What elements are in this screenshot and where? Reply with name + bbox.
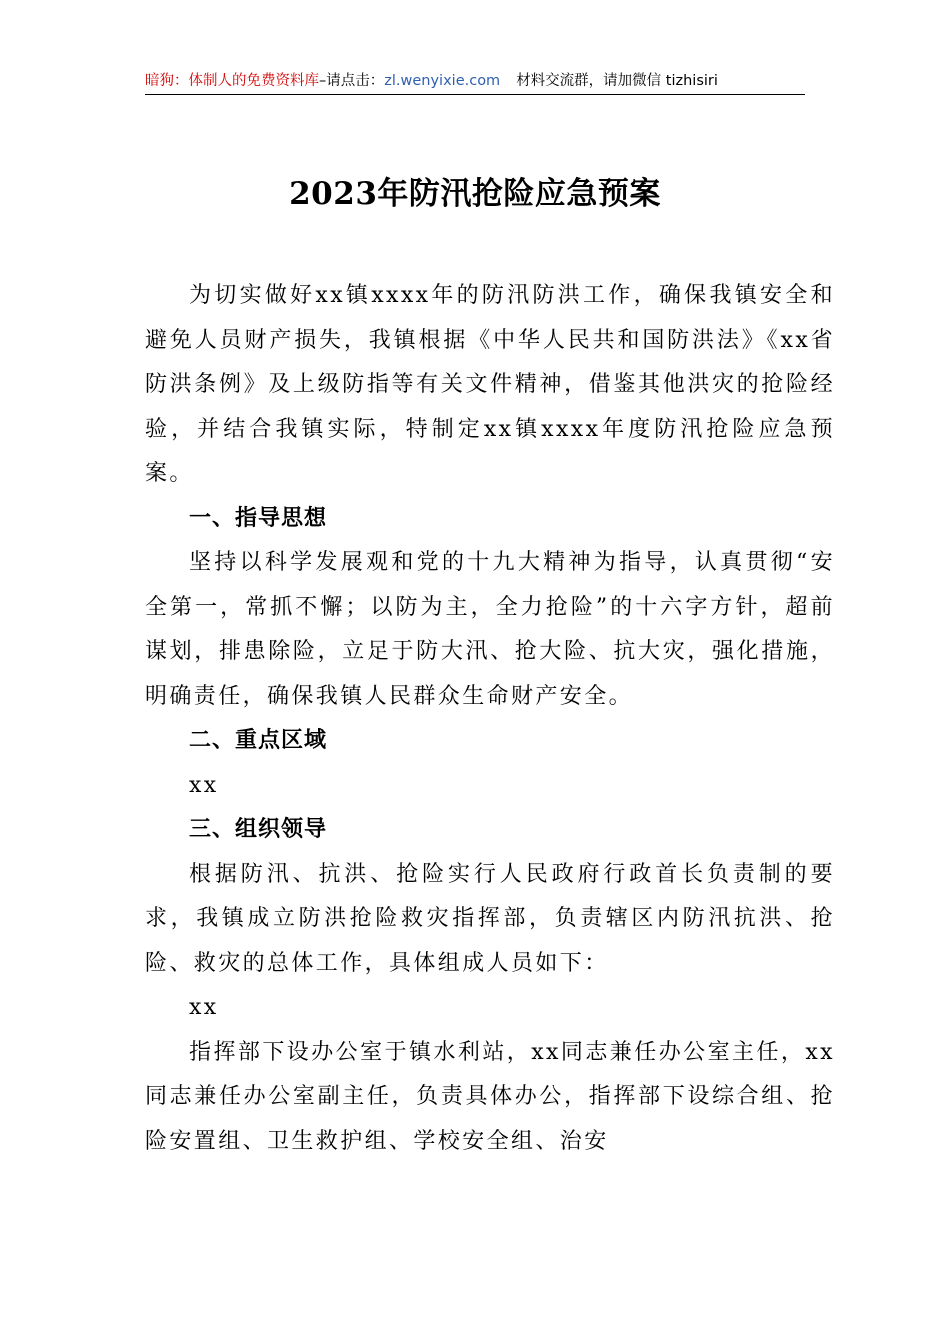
page-header (145, 68, 805, 95)
guiding-ideology-paragraph: 坚持以科学发展观和党的十九大精神为指导，认真贯彻“安全第一，常抓不懈；以防为主，全力抢险”的十六字方针，超前谋划，排患除险，立足于防大汛、抢大险、抗大灾，强化措施，明确责任，确保我镇人民群众生命财产安全。 (145, 550, 835, 709)
section-heading-organization: 三、组织领导 (189, 817, 328, 842)
organization-paragraph: 根据防汛、抗洪、抢险实行人民政府行政首长负责制的要求，我镇成立防洪抢险救灾指挥部，负责辖区内防汛抗洪、抢险、救灾的总体工作，具体组成人员如下： (145, 861, 835, 976)
organization-members-paragraph: xx (189, 995, 219, 1020)
command-office-paragraph: 指挥部下设办公室于镇水利站，xx同志兼任办公室主任，xx同志兼任办公室副主任，负责具体办公，指挥部下设综合组、抢险安置组、卫生救护组、学校安全组、治安 (145, 1039, 835, 1154)
section-heading-key-areas: 二、重点区域 (189, 728, 328, 753)
document-body (145, 274, 835, 1164)
header-wechat-note: 材料交流群，请加微信 tizhisiri (516, 73, 718, 89)
intro-paragraph: 为切实做好xx镇xxxx年的防汛防洪工作，确保我镇安全和避免人员财产损失，我镇根据《中华人民共和国防洪法》《xx省防洪条例》及上级防指等有关文件精神，借鉴其他洪灾的抢险经验，并结合我镇实际，特制定xx镇xxxx年度防汛抢险应急预案。 (145, 283, 835, 486)
key-areas-paragraph: xx (189, 772, 219, 798)
section-heading-guiding-ideology: 一、指导思想 (189, 505, 328, 531)
header-url-link[interactable]: zl.wenyixie.com (384, 73, 501, 89)
document-title: 2023年防汛抢险应急预案 (289, 176, 661, 212)
header-click-prompt: –请点击： (319, 73, 385, 89)
header-site-name: 暗狗：体制人的免费资料库 (145, 73, 319, 89)
